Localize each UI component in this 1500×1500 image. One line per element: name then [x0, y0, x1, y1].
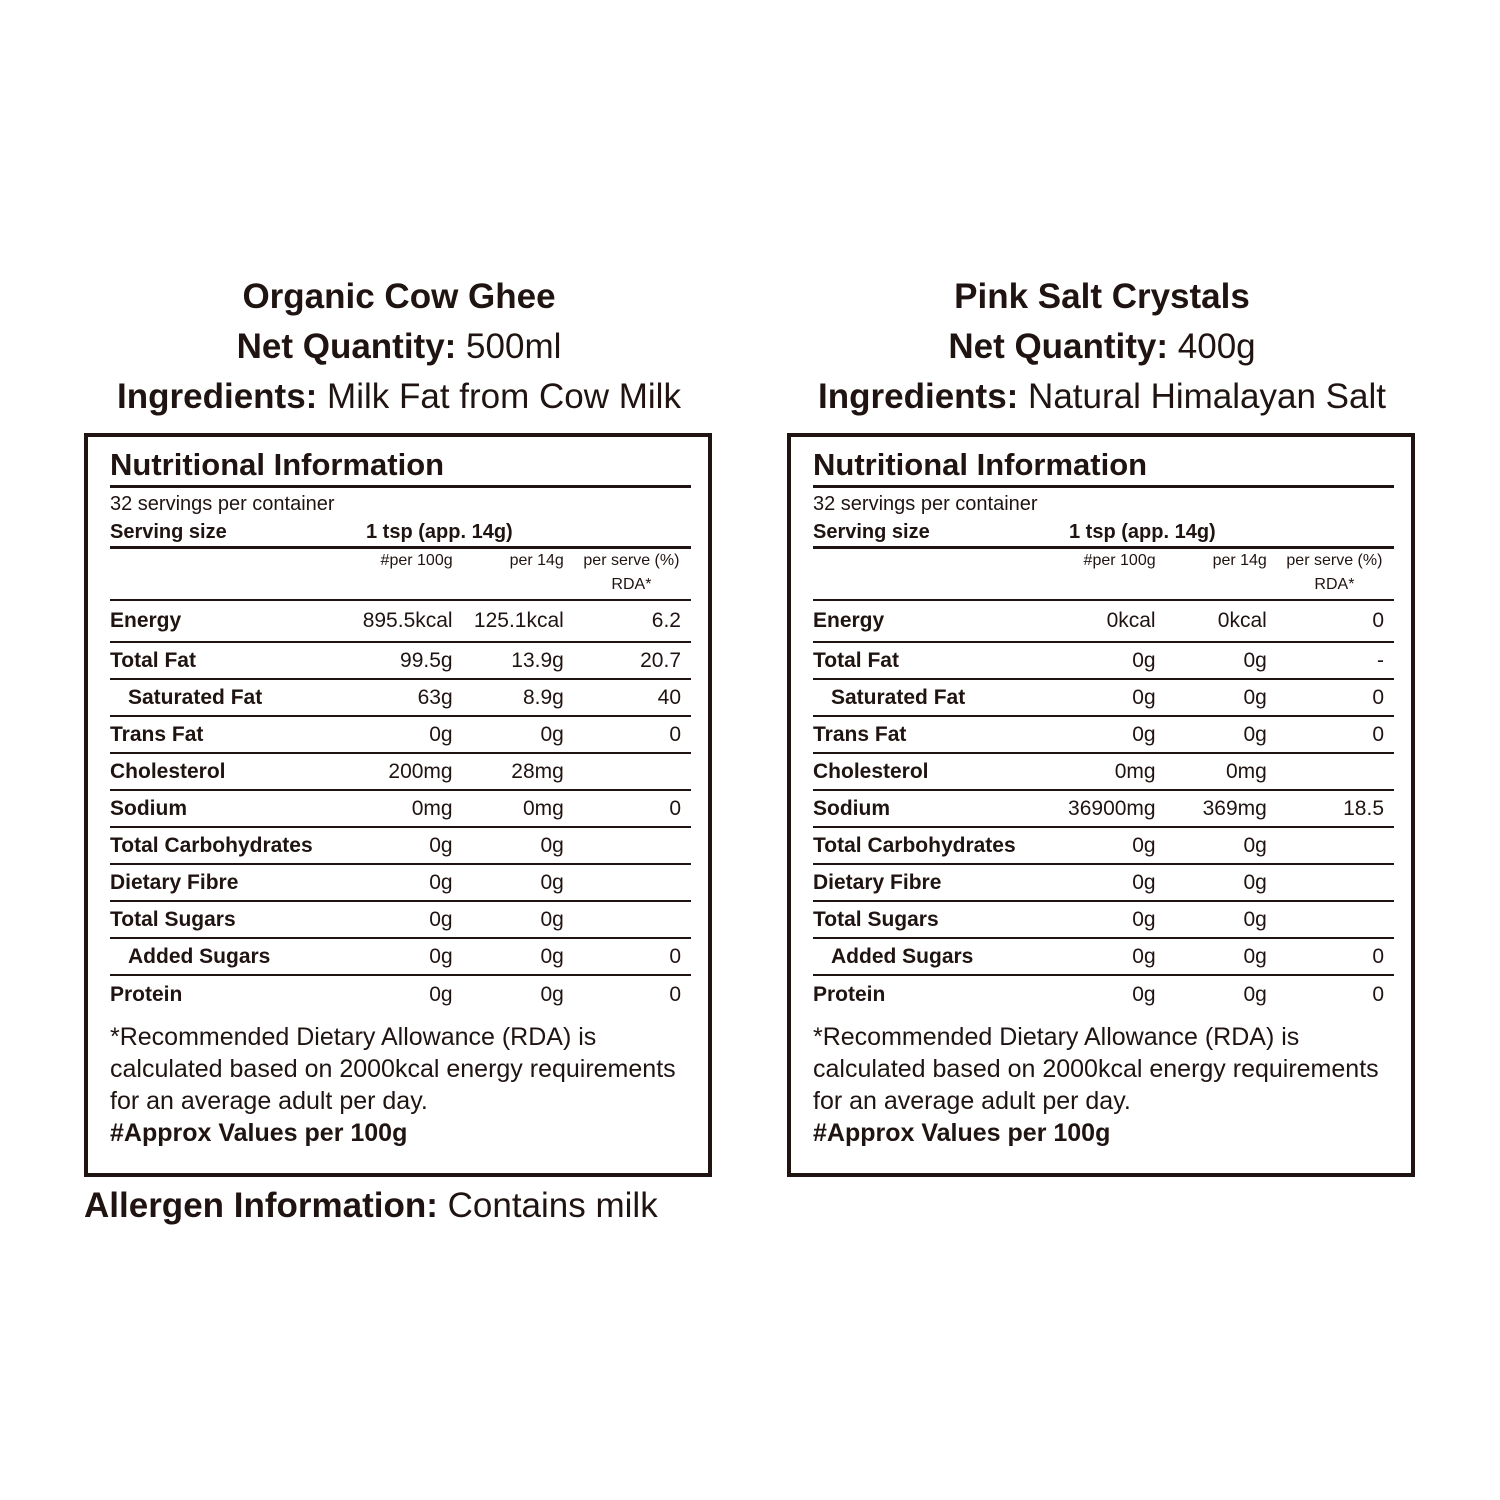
ingredients-value: Milk Fat from Cow Milk — [317, 377, 681, 416]
net-quantity — [787, 322, 1417, 372]
serving-size — [813, 518, 1394, 549]
nutrient-name: Total Sugars — [110, 907, 236, 931]
value-per-100g: 0g — [1132, 982, 1156, 1006]
col-rda: per serve (%) RDA* — [1286, 552, 1383, 593]
net-quantity-label: Net Quantity: — [948, 327, 1169, 366]
value-rda: 0 — [1372, 609, 1384, 632]
value-per-100g: 36900mg — [1068, 796, 1156, 820]
value-rda: 0 — [1372, 722, 1384, 746]
serving-size — [110, 518, 691, 549]
value-per-100g: 0g — [429, 907, 453, 931]
nutrient-name: Total Sugars — [813, 907, 939, 931]
value-per-100g: 0g — [1132, 944, 1156, 968]
value-per-100g: 200mg — [388, 759, 453, 783]
value-per-100g: 0mg — [411, 796, 453, 820]
net-quantity-value: 400g — [1168, 327, 1256, 366]
nutrient-row — [110, 976, 691, 1013]
nutrient-row — [813, 754, 1394, 791]
value-per-100g: 0g — [1132, 907, 1156, 931]
column-headers — [813, 549, 1394, 601]
approx-note: #Approx Values per 100g — [813, 1119, 1111, 1147]
nutrient-row — [813, 939, 1394, 976]
value-per-100g: 0g — [1132, 870, 1156, 894]
value-per-100g: 0g — [429, 870, 453, 894]
value-rda: 40 — [657, 685, 682, 709]
nutrient-row — [813, 791, 1394, 828]
allergen-label: Allergen Information: — [84, 1186, 438, 1225]
product-ghee — [84, 272, 714, 1231]
servings-per-container: 32 servings per container — [110, 493, 335, 515]
product-header — [84, 272, 714, 422]
col-per-14g: per 14g — [509, 552, 564, 569]
serving-size-label: Serving size — [813, 521, 930, 543]
value-rda: 18.5 — [1343, 796, 1384, 820]
nutrient-name: Cholesterol — [813, 759, 929, 783]
nutrient-name: Added Sugars — [831, 944, 974, 968]
product-title: Organic Cow Ghee — [242, 277, 556, 316]
nutrient-name: Energy — [813, 609, 885, 632]
col-per-100g: #per 100g — [380, 552, 453, 569]
value-per-14g: 0g — [1243, 648, 1267, 672]
nutrient-name: Saturated Fat — [831, 685, 966, 709]
ingredients-label: Ingredients: — [818, 377, 1019, 416]
nutrient-name: Protein — [813, 982, 886, 1006]
value-per-100g: 0g — [1132, 722, 1156, 746]
rda-footnote: *Recommended Dietary Allowance (RDA) is calculated based on 2000kcal energy requirements for an average adult per day. — [813, 1023, 1379, 1115]
ingredients-label: Ingredients: — [117, 377, 318, 416]
rda-footnote: *Recommended Dietary Allowance (RDA) is calculated based on 2000kcal energy requirements for an average adult per day. — [110, 1023, 676, 1115]
nutrient-row — [110, 643, 691, 680]
nutrient-name: Sodium — [110, 796, 187, 820]
value-per-14g: 369mg — [1202, 796, 1267, 820]
value-rda: 0 — [1372, 685, 1385, 709]
servings-per-container: 32 servings per container — [813, 493, 1038, 515]
nutrient-name: Trans Fat — [813, 722, 907, 746]
value-per-14g: 125.1kcal — [473, 609, 564, 632]
value-per-14g: 0g — [540, 722, 564, 746]
serving-size-value: 1 tsp (app. 14g) — [1069, 521, 1216, 543]
nutrient-name: Sodium — [813, 796, 890, 820]
column-headers — [110, 549, 691, 601]
nutrient-row — [813, 865, 1394, 902]
nutrient-name: Trans Fat — [110, 722, 204, 746]
nutrient-row — [110, 680, 691, 717]
nutrient-name: Cholesterol — [110, 759, 226, 783]
col-per-14g: per 14g — [1212, 552, 1267, 569]
value-rda: 0 — [669, 796, 681, 820]
value-per-100g: 0g — [1132, 685, 1156, 709]
value-per-100g: 0g — [429, 944, 453, 968]
value-rda: 6.2 — [651, 609, 681, 632]
col-rda: per serve (%) RDA* — [583, 552, 680, 593]
ingredients — [84, 372, 714, 422]
nutrient-name: Total Carbohydrates — [110, 833, 313, 857]
value-rda: 0 — [1372, 982, 1384, 1006]
value-per-14g: 0g — [1243, 907, 1267, 931]
value-per-100g: 63g — [417, 685, 453, 709]
value-rda: 0 — [669, 722, 681, 746]
value-per-100g: 0kcal — [1106, 609, 1156, 632]
allergen-value: Contains milk — [437, 1186, 658, 1225]
nutrient-row — [813, 643, 1394, 680]
nutrition-panel — [787, 433, 1415, 1177]
value-per-100g: 0g — [429, 722, 453, 746]
nutrient-row — [110, 828, 691, 865]
value-per-100g: 0g — [1132, 833, 1156, 857]
nutrient-row — [110, 791, 691, 828]
allergen-information — [84, 1181, 714, 1231]
value-per-14g: 0mg — [1225, 759, 1267, 783]
net-quantity-value: 500ml — [456, 327, 562, 366]
nutrient-name: Added Sugars — [128, 944, 271, 968]
product-title: Pink Salt Crystals — [954, 277, 1250, 316]
nutrient-row — [813, 717, 1394, 754]
value-per-14g: 0g — [1243, 685, 1267, 709]
serving-size-label: Serving size — [110, 521, 227, 543]
nutrient-row — [813, 828, 1394, 865]
nutrient-name: Total Carbohydrates — [813, 833, 1016, 857]
nutrient-row — [110, 601, 691, 643]
value-per-14g: 0g — [540, 982, 564, 1006]
value-per-100g: 0g — [1132, 648, 1156, 672]
value-rda: 20.7 — [640, 648, 681, 672]
product-header — [787, 272, 1417, 422]
nutrient-row — [813, 680, 1394, 717]
nutrient-name: Saturated Fat — [128, 685, 263, 709]
nutrient-name: Total Fat — [813, 648, 899, 672]
nutrient-name: Dietary Fibre — [813, 870, 942, 894]
value-per-14g: 0g — [540, 907, 564, 931]
value-rda: - — [1377, 648, 1384, 672]
nutrient-name: Total Fat — [110, 648, 196, 672]
ingredients-value: Natural Himalayan Salt — [1018, 377, 1386, 416]
nutrient-row — [110, 754, 691, 791]
nutrient-name: Energy — [110, 609, 182, 632]
value-per-14g: 0kcal — [1217, 609, 1267, 632]
value-per-14g: 8.9g — [522, 685, 564, 709]
nutrition-panel — [84, 433, 712, 1177]
value-per-14g: 0mg — [522, 796, 564, 820]
approx-note: #Approx Values per 100g — [110, 1119, 408, 1147]
value-per-14g: 13.9g — [511, 648, 564, 672]
value-per-14g: 0g — [1243, 944, 1267, 968]
nutrient-name: Protein — [110, 982, 183, 1006]
value-per-14g: 0g — [1243, 833, 1267, 857]
ingredients — [787, 372, 1417, 422]
value-per-100g: 0g — [429, 833, 453, 857]
value-per-100g: 99.5g — [400, 648, 453, 672]
value-per-100g: 0g — [429, 982, 453, 1006]
nutrient-row — [813, 976, 1394, 1013]
value-per-14g: 0g — [540, 833, 564, 857]
nutrient-row — [110, 902, 691, 939]
net-quantity — [84, 322, 714, 372]
value-per-14g: 0g — [540, 944, 564, 968]
nutrient-name: Dietary Fibre — [110, 870, 239, 894]
panel-title: Nutritional Information — [813, 445, 1394, 488]
nutrient-row — [813, 601, 1394, 643]
panel-title: Nutritional Information — [110, 445, 691, 488]
value-per-14g: 28mg — [511, 759, 564, 783]
product-pink-salt — [787, 272, 1417, 1177]
nutrient-row — [110, 865, 691, 902]
value-per-14g: 0g — [540, 870, 564, 894]
value-rda: 0 — [1372, 944, 1385, 968]
value-rda: 0 — [669, 944, 682, 968]
value-per-14g: 0g — [1243, 722, 1267, 746]
nutrient-rows — [813, 601, 1394, 1013]
net-quantity-label: Net Quantity: — [236, 327, 457, 366]
nutrient-row — [110, 939, 691, 976]
nutrient-row — [813, 902, 1394, 939]
nutrient-rows — [110, 601, 691, 1013]
value-rda: 0 — [669, 982, 681, 1006]
serving-size-value: 1 tsp (app. 14g) — [366, 521, 513, 543]
value-per-14g: 0g — [1243, 982, 1267, 1006]
value-per-100g: 0mg — [1114, 759, 1156, 783]
value-per-14g: 0g — [1243, 870, 1267, 894]
value-per-100g: 895.5kcal — [362, 609, 453, 632]
col-per-100g: #per 100g — [1083, 552, 1156, 569]
nutrient-row — [110, 717, 691, 754]
